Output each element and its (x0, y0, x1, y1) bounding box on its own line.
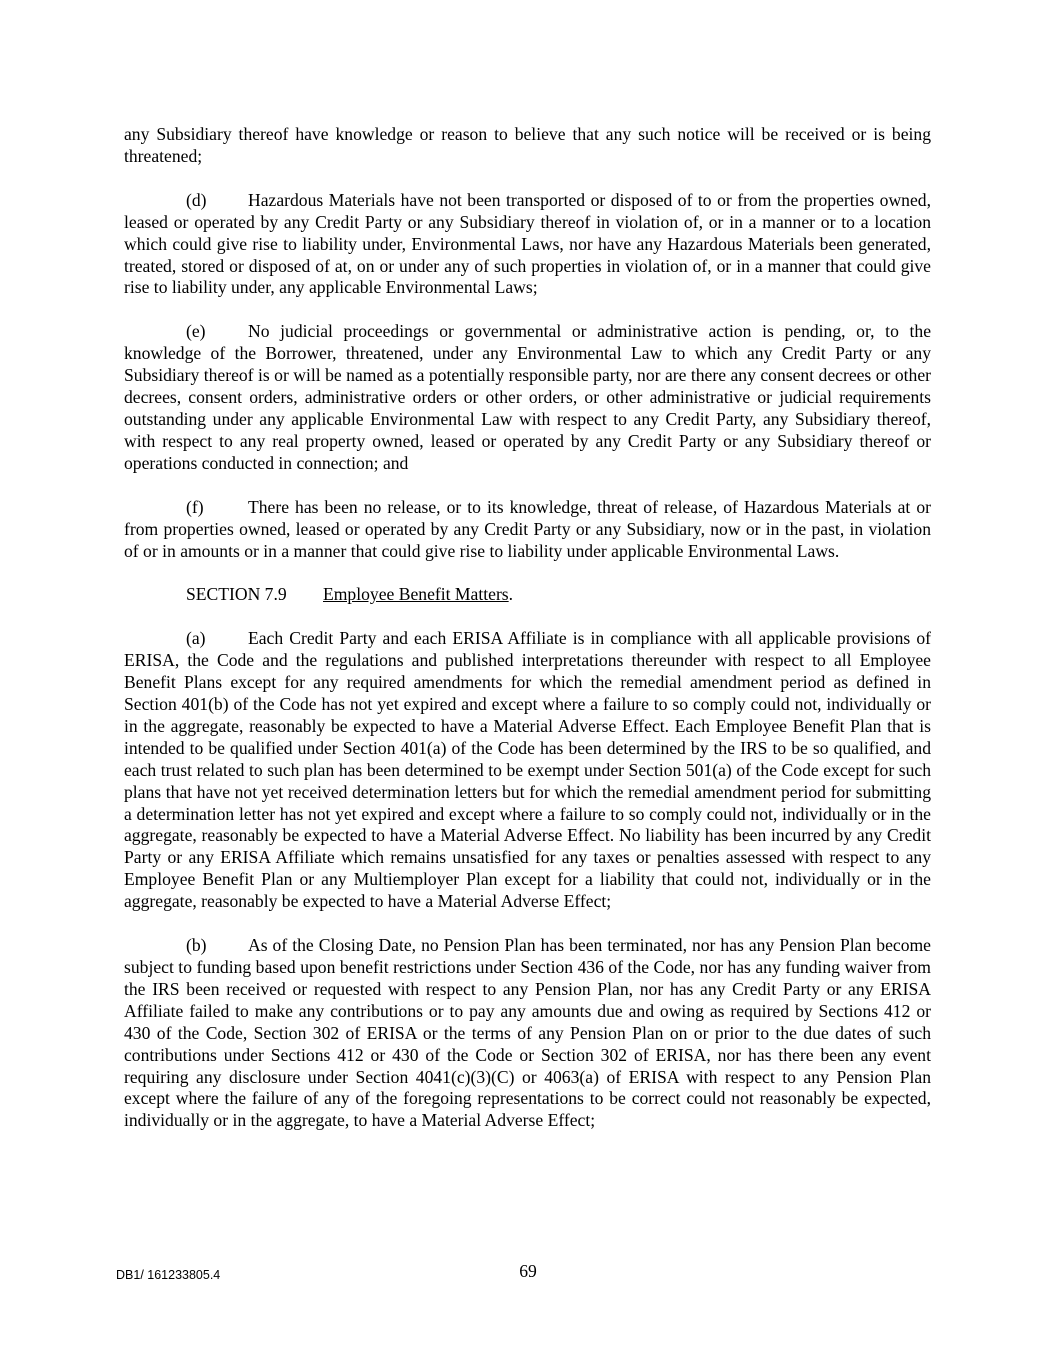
section-title: Employee Benefit Matters (323, 584, 509, 605)
paragraph-label: (a) (186, 628, 206, 649)
paragraph-label: (b) (186, 935, 207, 956)
paragraph-f (124, 497, 931, 563)
paragraph-b (124, 935, 931, 1132)
document-body (124, 124, 931, 1154)
section-number: SECTION 7.9 (186, 584, 287, 605)
paragraph-text: As of the Closing Date, no Pension Plan has been terminated, nor has any Pension Plan become subject to funding based upon benefit restrictions under Section 436 of the Code, nor has any funding waiver from the IRS been received or requested with respect to any Pension Plan, nor has any Credit Party or any ERISA Affiliate failed to make any contributions or to pay any amounts due and owing as required by Sections 412 or 430 of the Code, Section 302 of ERISA or the terms of any Pension Plan on or prior to the due dates of such contributions under Sections 412 or 430 of the Code or Section 302 of ERISA, nor has there been any event requiring any disclosure under Section 4041(c)(3)(C) or 4063(a) of ERISA with respect to any Pension Plan except where the failure of any of the foregoing representations to be correct could not reasonably be expected, individually or in the aggregate, to have a Material Adverse Effect; (124, 935, 931, 1131)
paragraph-text: Hazardous Materials have not been transported or disposed of to or from the properties owned, leased or operated by any Credit Party or any Subsidiary thereof in violation of, or in a manner or to a location which could give rise to liability under, Environmental Laws, nor have any Hazardous Materials been generated, treated, stored or disposed of at, on or under any of such properties in violation of, or in a manner that could give rise to liability under, any applicable Environmental Laws; (124, 189, 931, 298)
section-heading (124, 584, 931, 606)
paragraph-text: Each Credit Party and each ERISA Affiliate is in compliance with all applicable provisions of ERISA, the Code and the regulations and published interpretations thereunder with respect to all Employee Benefit Plans except for any required amendments for which the remedial amendment period as defined in Section 401(b) of the Code has not yet expired and except where a failure to so comply could not, individually or in the aggregate, reasonably be expected to have a Material Adverse Effect. Each Employee Benefit Plan that is intended to be qualified under Section 401(a) of the Code has been determined by the IRS to be so qualified, and each trust related to such plan has been determined to be exempt under Section 501(a) of the Code except for such plans that have not yet received determination letters but for which the remedial amendment period for submitting a determination letter has not yet expired and except where a failure to so comply could not, individually or in the aggregate, reasonably be expected to have a Material Adverse Effect. No liability has been incurred by any Credit Party or any ERISA Affiliate which remains unsatisfied for any taxes or penalties assessed with respect to any Employee Benefit Plan or any Multiemployer Plan except for a liability that could not, individually or in the aggregate, reasonably be expected to have a Material Adverse Effect; (124, 628, 931, 912)
continuation-paragraph: any Subsidiary thereof have knowledge or reason to believe that any such notice will be received or is being threatened; (124, 124, 931, 166)
paragraph-a (124, 628, 931, 913)
paragraph-text: There has been no release, or to its knowledge, threat of release, of Hazardous Materials at or from properties owned, leased or operated by any Credit Party or any Subsidiary, now or in the past, in violation of or in amounts or in a manner that could give rise to liability under applicable Environmental Laws. (124, 496, 931, 561)
footer-document-id: DB1/ 161233805.4 (116, 1268, 221, 1282)
footer-page-number: 69 (519, 1261, 537, 1281)
section-title-end: . (508, 584, 514, 605)
paragraph-e (124, 321, 931, 474)
paragraph-label: (f) (186, 496, 204, 517)
paragraph-text: No judicial proceedings or governmental or administrative action is pending, or, to the knowledge of the Borrower, threatened, under any Environmental Law to which any Credit Party or any Subsidiary thereof is or will be named as a potentially responsible party, nor are there any consent decrees or other decrees, consent orders, administrative orders or other orders, or other administrative or judicial requirements outstanding under any applicable Environmental Law with respect to any Credit Party, any Subsidiary thereof, with respect to any real property owned, leased or operated by any Credit Party or any Subsidiary thereof or operations conducted in connection; and (124, 321, 931, 473)
paragraph-label: (e) (186, 321, 206, 342)
paragraph-label: (d) (186, 189, 207, 210)
paragraph-d (124, 190, 931, 300)
